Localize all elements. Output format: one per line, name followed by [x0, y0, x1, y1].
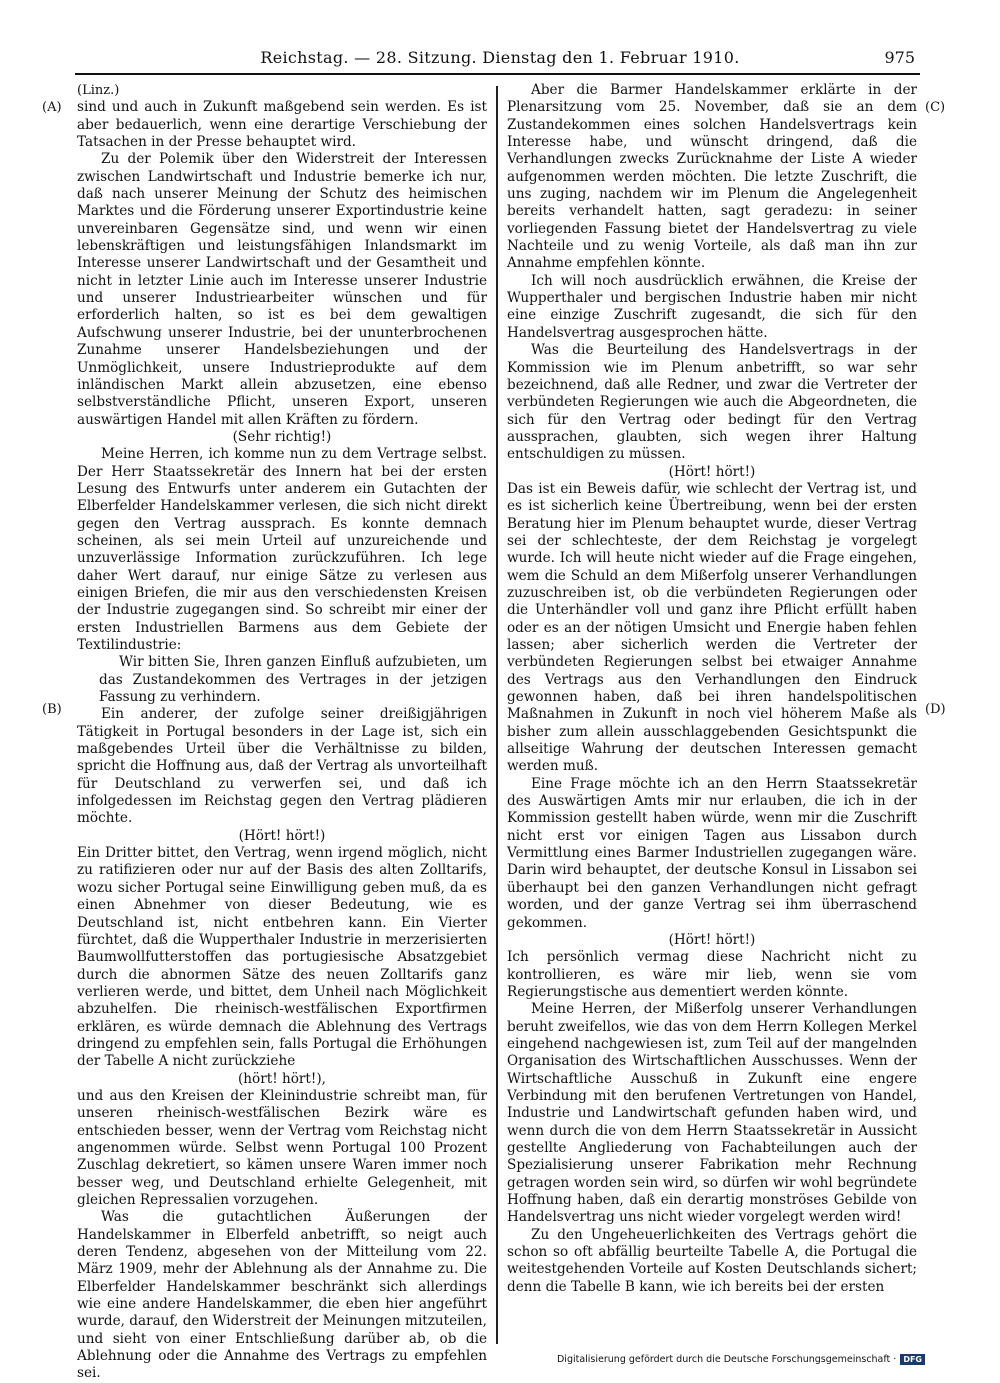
- left-column: [77, 82, 487, 1383]
- interjection: (Hört! hört!): [238, 827, 326, 844]
- right-column: [507, 82, 917, 1296]
- interjection: (Hört! hört!): [668, 463, 756, 480]
- digitization-footer: [557, 1354, 925, 1365]
- paragraph: und aus den Kreisen der Kleinindustrie schreibt man, für unseren rheinisch-westfälischen Bezirk wäre es entschieden besser, wenn der Vertrag vom Reichstag nicht angenommen würde. Selbst wenn Portugal 100 Prozent Zuschlag dekretiert, so kämen unsere Waren immer noch besser weg, und Deutschland erhielte Gelegenheit, mit gleichen Repressalien vorzugehen.: [77, 1087, 487, 1208]
- paragraph: Was die Beurteilung des Handelsvertrags in der Kommission wie im Plenum anbetrifft, so war sehr bezeichnend, daß alle Redner, und zwar die Vertreter der verbündeten Regierungen wie auch die Abgeordneten, die sich für den Vertrag oder bedingt für den Vertrag aussprachen, glaubten, sich wegen ihrer Haltung entschuldigen zu müssen.: [507, 342, 917, 463]
- page-header: [0, 48, 1000, 70]
- running-title: Reichstag. — 28. Sitzung. Dienstag den 1. Februar 1910.: [260, 48, 740, 67]
- paragraph: Eine Frage möchte ich an den Herrn Staatssekretär des Auswärtigen Amts mir nur erlauben, die ich in der Kommission gestellt haben würde, wenn mir die Zuschrift nicht erst vor einigen Tagen aus Lissabon durch Vermittlung eines Barmer Industriellen zugegangen wäre. Darin wird behauptet, der deutsche Konsul in Lissabon sei überhaupt bei den ganzen Verhandlungen nicht gefragt worden, und der ganze Vertrag sei ihm überraschend gekommen.: [507, 775, 917, 931]
- paragraph: Zu den Ungeheuerlichkeiten des Vertrags gehört die schon so oft abfällig beurteilte Tabelle A, die Portugal die weitestgehenden Vorteile auf Kosten Deutschlands sichert; denn die Tabelle B kann, wie ich bereits bei der ersten: [507, 1226, 917, 1295]
- quotation: Wir bitten Sie, Ihren ganzen Einfluß aufzubieten, um das Zustandekommen des Vertrages in der jetzigen Fassung zu verhindern.: [99, 654, 487, 706]
- paragraph: Das ist ein Beweis dafür, wie schlecht der Vertrag ist, und es ist sicherlich keine Übertreibung, wenn bei der ersten Beratung hier im Plenum behauptet wurde, dieser Vertrag sei der schlechteste, der dem Reichstag je vorgelegt wurde. Ich will heute nicht wieder auf die Frage eingehen, wem die Schuld an dem Mißerfolg unserer Verhandlungen zuzuschreiben ist, ob die verbündeten Regierungen oder die Unterhändler voll und ganz ihre Pflicht erfüllt haben oder es an der nötigen Umsicht und Energie haben fehlen lassen; aber sicherlich werden die Vertreter der verbündeten Regierungen selbst bei etwaiger Annahme des Vertrags aus den Verhandlungen den Eindruck gewonnen haben, daß bei ihren handelspolitischen Maßnahmen in Zukunft in noch viel höherem Maße als bisher zum allein ausschlaggebenden Gesichtspunkt die allseitige Wahrung der deutschen Interessen gemacht werden muß.: [507, 480, 917, 775]
- paragraph: Ich will noch ausdrücklich erwähnen, die Kreise der Wupperthaler und bergischen Industrie haben mir nicht eine einzige Zuschrift zugesandt, die sich für den Handelsvertrag ausgesprochen hätte.: [507, 272, 917, 341]
- paragraph: sind und auch in Zukunft maßgebend sein werden. Es ist aber bedauerlich, wenn eine derartige Verschiebung der Tatsachen in der Presse behauptet wird.: [77, 99, 487, 151]
- paragraph: Ich persönlich vermag diese Nachricht nicht zu kontrollieren, es wäre mir lieb, wenn sie vom Regierungstische aus dementiert werden könnte.: [507, 949, 917, 1000]
- paragraph: Meine Herren, ich komme nun zu dem Vertrage selbst. Der Herr Staatssekretär des Innern hat bei der ersten Lesung des Entwurfs unter anderem ein Gutachten der Elberfelder Handelskammer verlesen, die sich nicht direkt gegen den Vertrag aussprach. Es konnte demnach scheinen, als sei mein Urteil auf unzureichende und unzuverlässige Information zurückzuführen. Ich lege daher Wert darauf, nur einige Sätze zu verlesen aus einigen Briefen, die mir aus den verschiedensten Kreisen der Industrie zugegangen sind. So schreibt mir einer der ersten Industriellen Barmens aus dem Gebiete der Textilindustrie:: [77, 446, 487, 653]
- dfg-logo: DFG: [900, 1354, 925, 1365]
- paragraph: Aber die Barmer Handelskammer erklärte in der Plenarsitzung vom 25. November, daß sie an dem Zustandekommen eines solchen Handelsvertrags kein Interesse habe, und wünscht dringend, daß die Verhandlungen zwecks Zurücknahme der Liste A wieder aufgenommen werden möchten. Die letzte Zuschrift, die uns zuging, nachdem wir im Plenum die Angelegenheit bereits verhandelt hatten, sagt geradezu: in seiner vorliegenden Fassung bietet der Handelsvertrag zu viele Nachteile und zu wenig Vorteile, als daß man ihn zur Annahme empfehlen könnte.: [507, 82, 917, 272]
- margin-mark-a: (A): [42, 100, 62, 115]
- paragraph: Zu der Polemik über den Widerstreit der Interessen zwischen Landwirtschaft und Industrie bemerke ich nur, daß nach unserer Meinung der Schutz des heimischen Marktes und die Förderung unserer Exportindustrie keine unvereinbaren Gegensätze sind, und wenn wir einen lebenskräftigen und leistungsfähigen Inlandsmarkt im Interesse unserer Landwirtschaft und der Gesamtheit und nicht in letzter Linie auch im Interesse unserer Industrie und unserer Industriearbeiter wünschen und für erforderlich halten, so ist es bei dem gewaltigen Aufschwung unserer Industrie, bei der ununterbrochenen Zunahme unserer Handelsbeziehungen und der Unmöglichkeit, unsere Industrieprodukte auf dem inländischen Markt allein abzusetzen, eine ebenso selbstverständliche Pflicht, unseren Export, unseren auswärtigen Handel mit allen Kräften zu fördern.: [77, 151, 487, 428]
- paragraph: Was die gutachtlichen Äußerungen der Handelskammer in Elberfeld anbetrifft, so neigt auch deren Tendenz, abgesehen von der Mitteilung vom 22. März 1909, mehr der Ablehnung als der Annahme zu. Die Elberfelder Handelskammer beschränkt sich allerdings wie eine andere Handelskammer, die eben hier angeführt wurde, darauf, den Widerstreit der Meinungen mitzuteilen, und sieht von einer Entschließung darüber ab, ob die Ablehnung oder die Annahme des Vertrags zu empfehlen sei.: [77, 1209, 487, 1382]
- column-divider: [496, 86, 498, 1344]
- page-number: 975: [884, 48, 915, 67]
- paragraph: Ein anderer, der zufolge seiner dreißigjährigen Tätigkeit in Portugal besonders in der Lage ist, sich ein maßgebendes Urteil über die Verhältnisse zu bilden, spricht die Hoffnung aus, daß der Vertrag als unvorteilhaft für Deutschland zu verwerfen sei, und daß ich infolgedessen im Reichstag gegen den Vertrag plädieren möchte.: [77, 706, 487, 827]
- paragraph: Ein Dritter bittet, den Vertrag, wenn irgend möglich, nicht zu ratifizieren oder nur auf der Basis des alten Zolltarifs, wozu sicher Portugal seine Einwilligung geben muß, da es einen Abnehmer von dieser Bedeutung, wie es Deutschland ist, nicht entbehren kann. Ein Vierter fürchtet, daß die Wupperthaler Industrie in merzerisierten Baumwollfutterstoffen das portugiesische Absatzgebiet durch die abnormen Sätze des neuen Zolltarifs ganz verlieren werde, und bittet, dem Unheil nach Möglichkeit abzuhelfen. Die rheinisch-westfälischen Exportfirmen erklären, es würde demnach die Ablehnung des Vertrags dringend zu empfehlen sein, falls Portugal die Erhöhungen der Tabelle A nicht zurückziehe: [77, 845, 487, 1070]
- interjection: (Sehr richtig!): [232, 428, 332, 445]
- footer-text: Digitalisierung gefördert durch die Deutsche Forschungsgemeinschaft ·: [556, 1354, 897, 1365]
- paragraph: Meine Herren, der Mißerfolg unserer Verhandlungen beruht zweifellos, wie das von dem Herrn Kollegen Merkel eingehend nachgewiesen ist, zum Teil auf der mangelnden Organisation des Wirtschaftlichen Ausschusses. Wenn der Wirtschaftliche Ausschuß in Zukunft eine engere Verbindung mit den berufenen Vertretungen von Handel, Industrie und Landwirtschaft gefunden haben wird, und wenn durch die von dem Herrn Staatssekretär in Aussicht gestellte Angliederung von Fachabteilungen auch der Spezialisierung unserer Fabrikation mehr Rechnung getragen worden sein wird, so dürfen wir wohl begründete Hoffnung haben, daß ein derartig monströses Gebilde von Handelsvertrag uns nicht wieder vorgelegt werden wird!: [507, 1001, 917, 1226]
- interjection: (hört! hört!),: [238, 1070, 326, 1087]
- header-rule: [75, 73, 920, 75]
- margin-mark-d: (D): [925, 702, 946, 717]
- margin-mark-b: (B): [42, 702, 62, 717]
- speaker-label: (Linz.): [77, 83, 120, 98]
- interjection: (Hört! hört!): [668, 931, 756, 948]
- margin-mark-c: (C): [925, 100, 946, 115]
